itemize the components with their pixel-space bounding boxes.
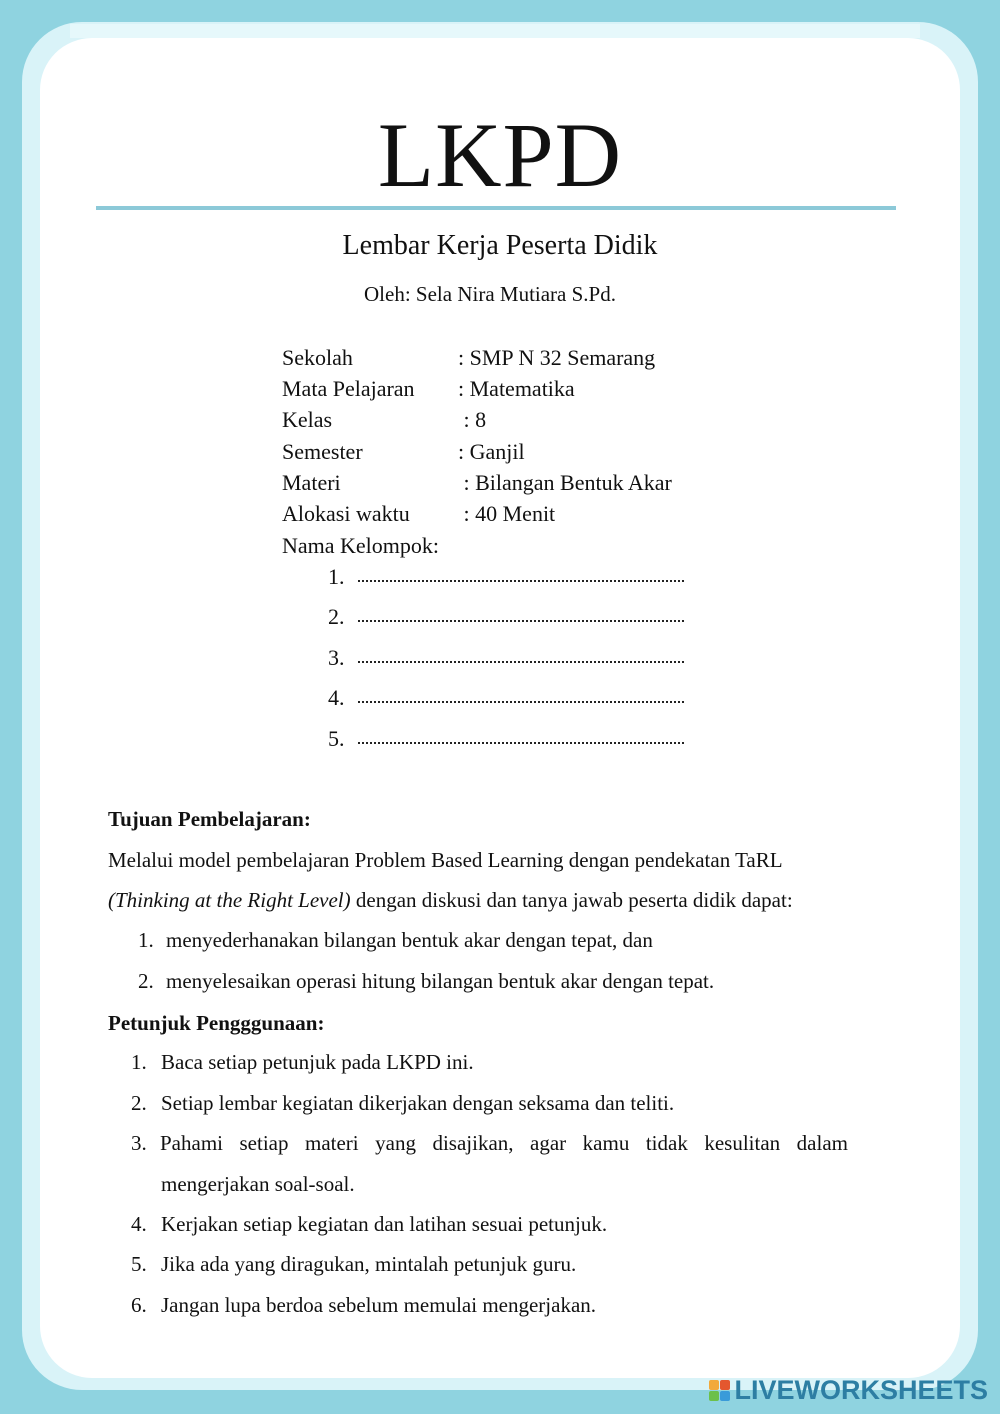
page-top-strip xyxy=(70,24,920,38)
group-member-field[interactable] xyxy=(328,602,688,632)
instruction-text: Baca setiap petunjuk pada LKPD ini. xyxy=(161,1050,474,1074)
info-label: Alokasi waktu xyxy=(282,501,410,526)
instruction-text: Kerjakan setiap kegiatan dan latihan sesuai petunjuk. xyxy=(161,1212,608,1236)
logo-block xyxy=(720,1391,730,1401)
member-number: 3. xyxy=(328,645,345,670)
info-value: : 40 Menit xyxy=(458,501,556,526)
instruction-number: 2. xyxy=(131,1091,147,1115)
objectives-intro-rest: dengan diskusi dan tanya jawab peserta didik dapat: xyxy=(350,888,793,912)
member-number: 4. xyxy=(328,685,345,710)
member-blank-line[interactable] xyxy=(358,620,684,622)
member-blank-line[interactable] xyxy=(358,701,684,703)
instruction-number: 1. xyxy=(131,1050,147,1074)
member-blank-line[interactable] xyxy=(358,661,684,663)
instruction-number: 6. xyxy=(131,1293,147,1317)
member-blank-line[interactable] xyxy=(358,580,684,582)
group-member-field[interactable] xyxy=(328,562,688,592)
watermark-text: LIVEWORKSHEETS xyxy=(734,1374,988,1405)
info-label: Sekolah xyxy=(282,345,353,370)
logo-block xyxy=(709,1391,719,1401)
instructions-heading: Petunjuk Pengggunaan: xyxy=(108,1011,325,1035)
instruction-text: Setiap lembar kegiatan dikerjakan dengan seksama dan teliti. xyxy=(161,1091,675,1115)
objectives-heading: Tujuan Pembelajaran: xyxy=(108,807,311,831)
objective-number: 2. xyxy=(138,969,154,993)
member-blank-line[interactable] xyxy=(358,742,684,744)
info-label: Kelas xyxy=(282,407,333,432)
tarl-expansion: (Thinking at the Right Level) xyxy=(108,888,351,912)
info-label: Materi xyxy=(282,470,341,495)
member-number: 1. xyxy=(328,564,345,589)
objective-text: menyederhanakan bilangan bentuk akar dengan tepat, dan xyxy=(166,928,653,952)
group-member-field[interactable] xyxy=(328,724,688,754)
info-value: : Matematika xyxy=(458,376,575,401)
liveworksheets-logo-icon xyxy=(709,1380,730,1401)
instruction-text: Jika ada yang diragukan, mintalah petunjuk guru. xyxy=(161,1252,577,1276)
instruction-number: 5. xyxy=(131,1252,147,1276)
info-value: : SMP N 32 Semarang xyxy=(458,345,656,370)
objective-number: 1. xyxy=(138,928,154,952)
instruction-number: 4. xyxy=(131,1212,147,1236)
instruction-number: 3. xyxy=(131,1131,147,1155)
liveworksheets-watermark xyxy=(709,1372,988,1408)
info-value: : Ganjil xyxy=(458,439,525,464)
member-number: 2. xyxy=(328,604,345,629)
instruction-text-continued: mengerjakan soal-soal. xyxy=(161,1172,355,1196)
group-member-field[interactable] xyxy=(328,683,688,713)
author-line: Oleh: Sela Nira Mutiara S.Pd. xyxy=(364,282,616,306)
info-label: Mata Pelajaran xyxy=(282,376,415,401)
objective-text: menyelesaikan operasi hitung bilangan bentuk akar dengan tepat. xyxy=(166,969,715,993)
group-label: Nama Kelompok: xyxy=(282,533,440,558)
objectives-intro-line xyxy=(108,885,793,915)
page-subtitle: Lembar Kerja Peserta Didik xyxy=(342,230,658,261)
instruction-text: Pahami setiap materi yang disajikan, agar kamu tidak kesulitan dalam xyxy=(160,1131,848,1155)
instruction-text: Jangan lupa berdoa sebelum memulai mengerjakan. xyxy=(161,1293,597,1317)
page-title: LKPD xyxy=(377,104,623,206)
info-value: : Bilangan Bentuk Akar xyxy=(458,470,672,495)
info-value: : 8 xyxy=(458,407,487,432)
logo-block xyxy=(709,1380,719,1390)
objectives-intro-line: Melalui model pembelajaran Problem Based Learning dengan pendekatan TaRL xyxy=(108,848,783,872)
title-divider xyxy=(96,206,896,210)
logo-block xyxy=(720,1380,730,1390)
info-label: Semester xyxy=(282,439,363,464)
group-member-field[interactable] xyxy=(328,643,688,673)
member-number: 5. xyxy=(328,726,345,751)
